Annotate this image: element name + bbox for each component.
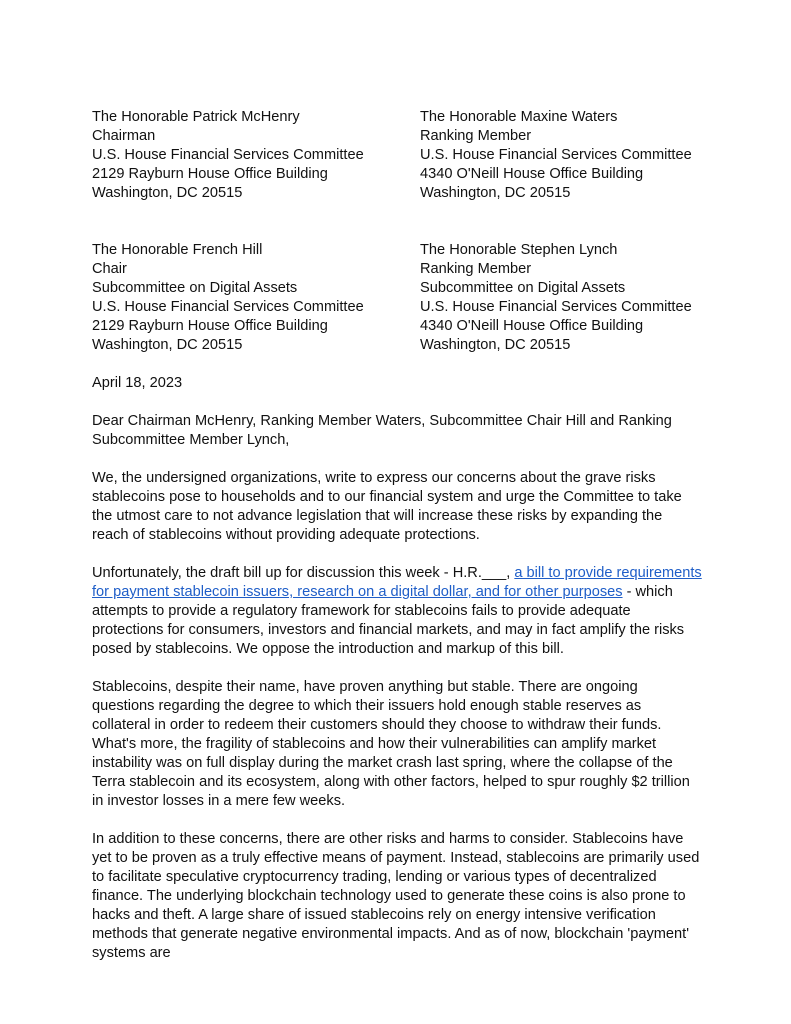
paragraph-text: - which attempts to provide a regulatory framework for stablecoins fails to provide adequate protections for consumers, investors and financial markets, and may in fact amplify the risks posed by stablecoins. We oppose the introduction and markup of this bill. — [92, 584, 685, 657]
address-line: Washington, DC 20515 — [92, 185, 243, 201]
address-line: Washington, DC 20515 — [92, 337, 243, 353]
salutation: Dear Chairman McHenry, Ranking Member Waters, Subcommittee Chair Hill and Ranking Subcommittee Member Lynch, — [92, 413, 672, 448]
address-line: 2129 Rayburn House Office Building — [92, 166, 328, 182]
address-block-mchenry — [92, 108, 420, 203]
address-row-committee — [92, 108, 702, 203]
address-line: Ranking Member — [420, 261, 532, 277]
address-line: U.S. House Financial Services Committee — [420, 147, 692, 163]
address-line: U.S. House Financial Services Committee — [92, 147, 364, 163]
body-paragraph-1: We, the undersigned organizations, write to express our concerns about the grave risks stablecoins pose to households and to our financial system and urge the Committee to take the utmost care to not advance legislation that will increase these risks by expanding the reach of stablecoins without providing adequate protections. — [92, 470, 682, 543]
letter-date: April 18, 2023 — [92, 375, 183, 391]
address-line: Washington, DC 20515 — [420, 337, 571, 353]
address-line: Chairman — [92, 128, 156, 144]
address-block-hill — [92, 241, 420, 355]
bill-link[interactable]: a bill to provide requirements for payment stablecoin issuers, research on a digital dollar, and for other purposes — [92, 565, 702, 600]
address-line: Ranking Member — [420, 128, 532, 144]
address-line: 2129 Rayburn House Office Building — [92, 318, 328, 334]
address-row-subcommittee — [92, 241, 702, 355]
address-line: The Honorable Stephen Lynch — [420, 242, 618, 258]
address-line: 4340 O'Neill House Office Building — [420, 166, 644, 182]
body-paragraph-3: Stablecoins, despite their name, have proven anything but stable. There are ongoing questions regarding the degree to which their issuers hold enough stable reserves as collateral in order to redeem their customers should they choose to withdraw their funds. What's more, the fragility of stablecoins and how their vulnerabilities can amplify market instability was on full display during the market crash last spring, where the collapse of the Terra stablecoin and its ecosystem, along with other factors, helped to spur roughly $2 trillion in investor losses in a mere few weeks. — [92, 679, 690, 809]
address-line: The Honorable Maxine Waters — [420, 109, 618, 125]
address-line: Chair — [92, 261, 127, 277]
address-line: Subcommittee on Digital Assets — [92, 280, 298, 296]
address-line: Washington, DC 20515 — [420, 185, 571, 201]
address-block-waters — [420, 108, 748, 203]
body-paragraph-2 — [92, 564, 702, 659]
paragraph-text: Unfortunately, the draft bill up for discussion this week - H.R.___, — [92, 565, 515, 581]
address-line: The Honorable Patrick McHenry — [92, 109, 300, 125]
address-line: Subcommittee on Digital Assets — [420, 280, 626, 296]
letter-page — [92, 108, 702, 963]
address-line: The Honorable French Hill — [92, 242, 263, 258]
address-block-lynch — [420, 241, 748, 355]
address-line: U.S. House Financial Services Committee — [92, 299, 364, 315]
address-line: U.S. House Financial Services Committee — [420, 299, 692, 315]
body-paragraph-4: In addition to these concerns, there are other risks and harms to consider. Stablecoins have yet to be proven as a truly effective means of payment. Instead, stablecoins are primarily used to facilitate speculative cryptocurrency trading, lending or various types of decentralized finance. The underlying blockchain technology used to generate these coins is also prone to hacks and theft. A large share of issued stablecoins rely on energy intensive verification methods that generate negative environmental impacts. And as of now, blockchain 'payment' systems are — [92, 831, 700, 961]
address-line: 4340 O'Neill House Office Building — [420, 318, 644, 334]
